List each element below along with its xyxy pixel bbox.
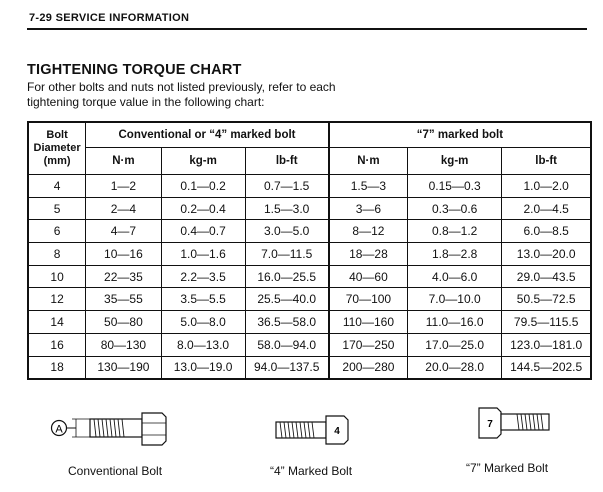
table-unit-header-row (28, 148, 591, 175)
cell-lbft-conventional: 3.0—5.0 (245, 220, 329, 243)
cell-kgm-conventional: 8.0—13.0 (161, 333, 245, 356)
cell-lbft-seven: 2.0—4.5 (502, 197, 591, 220)
cell-nm-seven: 8—12 (329, 220, 408, 243)
intro-text (27, 80, 447, 110)
cell-nm-seven: 1.5—3 (329, 175, 408, 198)
bolt-head (142, 413, 166, 445)
cell-lbft-conventional: 0.7—1.5 (245, 175, 329, 198)
cell-lbft-seven: 79.5—115.5 (502, 311, 591, 334)
table-row (28, 220, 591, 243)
cell-lbft-conventional: 1.5—3.0 (245, 197, 329, 220)
cell-bolt-diameter: 8 (28, 243, 86, 266)
cell-kgm-conventional: 0.1—0.2 (161, 175, 245, 198)
caption-four-marked-bolt: “4” Marked Bolt (270, 464, 353, 478)
cell-nm-conventional: 80—130 (86, 333, 161, 356)
cell-lbft-seven: 6.0—8.5 (502, 220, 591, 243)
table-row (28, 243, 591, 266)
table-row (28, 265, 591, 288)
cell-nm-conventional: 130—190 (86, 356, 161, 379)
cell-lbft-conventional: 16.0—25.5 (245, 265, 329, 288)
cell-nm-conventional: 4—7 (86, 220, 161, 243)
cell-bolt-diameter: 18 (28, 356, 86, 379)
cell-kgm-seven: 17.0—25.0 (407, 333, 501, 356)
cell-lbft-seven: 29.0—43.5 (502, 265, 591, 288)
cell-nm-seven: 110—160 (329, 311, 408, 334)
cell-kgm-conventional: 5.0—8.0 (161, 311, 245, 334)
cell-nm-conventional: 2—4 (86, 197, 161, 220)
cell-kgm-seven: 0.3—0.6 (407, 197, 501, 220)
cell-nm-conventional: 10—16 (86, 243, 161, 266)
seven-marked-bolt-figure (473, 400, 563, 445)
cell-lbft-seven: 123.0—181.0 (502, 333, 591, 356)
cell-nm-conventional: 1—2 (86, 175, 161, 198)
cell-kgm-conventional: 0.2—0.4 (161, 197, 245, 220)
cell-kgm-seven: 7.0—10.0 (407, 288, 501, 311)
cell-nm-seven: 3—6 (329, 197, 408, 220)
unit-nm-seven: N·m (329, 148, 408, 175)
cell-lbft-seven: 50.5—72.5 (502, 288, 591, 311)
intro-line-2: tightening torque value in the following chart: (27, 95, 265, 109)
table-row (28, 356, 591, 379)
caption-seven-marked-bolt: “7” Marked Bolt (466, 461, 549, 475)
intro-line-1: For other bolts and nuts not listed previously, refer to each (27, 80, 336, 94)
cell-kgm-conventional: 13.0—19.0 (161, 356, 245, 379)
cell-kgm-seven: 4.0—6.0 (407, 265, 501, 288)
cell-nm-conventional: 35—55 (86, 288, 161, 311)
unit-nm-conventional: N·m (86, 148, 161, 175)
head-mark-7: 7 (487, 419, 493, 430)
cell-lbft-conventional: 58.0—94.0 (245, 333, 329, 356)
head-mark-4: 4 (334, 426, 340, 437)
cell-lbft-conventional: 25.5—40.0 (245, 288, 329, 311)
cell-lbft-conventional: 36.5—58.0 (245, 311, 329, 334)
cell-nm-seven: 200—280 (329, 356, 408, 379)
table-group-header-row (28, 122, 591, 148)
section-header: 7-29 SERVICE INFORMATION (29, 12, 190, 24)
cell-lbft-conventional: 7.0—11.5 (245, 243, 329, 266)
chart-title: TIGHTENING TORQUE CHART (27, 62, 242, 78)
cell-bolt-diameter: 14 (28, 311, 86, 334)
bolt-diameter-header (28, 122, 86, 175)
unit-lbft-conventional: lb-ft (245, 148, 329, 175)
cell-lbft-seven: 13.0—20.0 (502, 243, 591, 266)
cell-bolt-diameter: 6 (28, 220, 86, 243)
cell-nm-conventional: 22—35 (86, 265, 161, 288)
cell-bolt-diameter: 16 (28, 333, 86, 356)
cell-kgm-seven: 20.0—28.0 (407, 356, 501, 379)
seven-group-header: “7” marked bolt (329, 122, 591, 148)
cell-kgm-seven: 1.8—2.8 (407, 243, 501, 266)
unit-kgm-seven: kg-m (407, 148, 501, 175)
cell-kgm-conventional: 2.2—3.5 (161, 265, 245, 288)
unit-kgm-conventional: kg-m (161, 148, 245, 175)
header-rule (27, 28, 587, 30)
cell-kgm-conventional: 3.5—5.5 (161, 288, 245, 311)
bolt-header-line-2: Diameter (33, 142, 81, 154)
table-row (28, 311, 591, 334)
cell-nm-seven: 70—100 (329, 288, 408, 311)
cell-lbft-seven: 1.0—2.0 (502, 175, 591, 198)
conventional-bolt-figure (50, 405, 180, 455)
cell-bolt-diameter: 12 (28, 288, 86, 311)
cell-kgm-conventional: 1.0—1.6 (161, 243, 245, 266)
cell-lbft-conventional: 94.0—137.5 (245, 356, 329, 379)
cell-kgm-conventional: 0.4—0.7 (161, 220, 245, 243)
cell-bolt-diameter: 5 (28, 197, 86, 220)
cell-lbft-seven: 144.5—202.5 (502, 356, 591, 379)
conventional-group-header: Conventional or “4” marked bolt (86, 122, 329, 148)
unit-lbft-seven: lb-ft (502, 148, 591, 175)
cell-kgm-seven: 0.8—1.2 (407, 220, 501, 243)
cell-nm-seven: 170—250 (329, 333, 408, 356)
cell-bolt-diameter: 10 (28, 265, 86, 288)
four-marked-bolt-figure (270, 410, 360, 450)
diameter-marker-label: A (55, 423, 63, 436)
table-row (28, 197, 591, 220)
bolt-header-line-3: (mm) (43, 155, 71, 167)
cell-bolt-diameter: 4 (28, 175, 86, 198)
table-row (28, 175, 591, 198)
cell-nm-seven: 18—28 (329, 243, 408, 266)
caption-conventional-bolt: Conventional Bolt (68, 464, 163, 478)
cell-kgm-seven: 0.15—0.3 (407, 175, 501, 198)
cell-nm-conventional: 50—80 (86, 311, 161, 334)
cell-kgm-seven: 11.0—16.0 (407, 311, 501, 334)
torque-table-body (28, 175, 591, 380)
bolt-header-line-1: Bolt (46, 129, 68, 141)
cell-nm-seven: 40—60 (329, 265, 408, 288)
table-row (28, 333, 591, 356)
table-row (28, 288, 591, 311)
torque-table (27, 121, 592, 380)
